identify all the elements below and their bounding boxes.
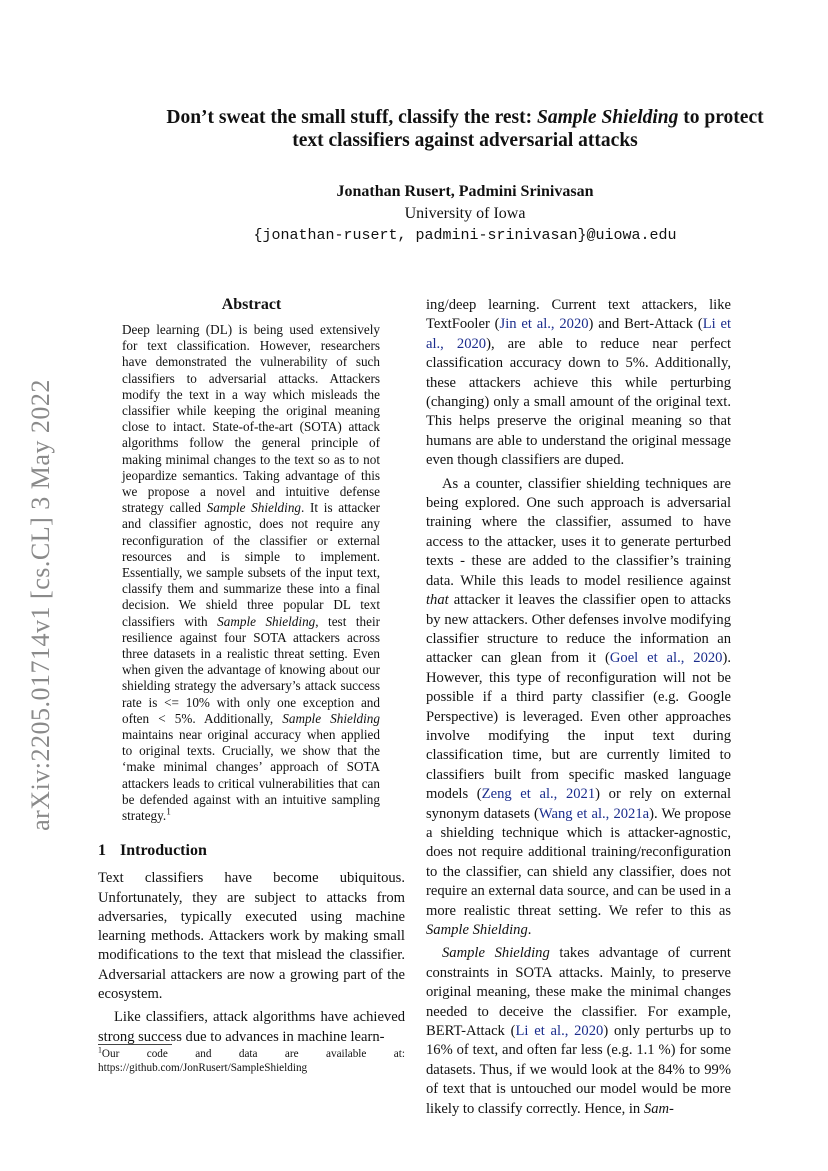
intro-paragraph-2: Like classifiers, attack algorithms have achieved strong success due to advances in machine learn- (98, 1009, 405, 1045)
right-paragraph-1: ing/deep learning. Current text attackers, like TextFooler (Jin et al., 2020) and Bert-Attack (Li et al., 2020), are able to reduce near perfect classification accuracy down to 5%. Additionally, these attackers achieve this while perturbing (changing) only a small amount of the original text. This helps preserve the original meaning so that humans are able to understand the original message even though classifiers are duped. (426, 297, 732, 469)
arxiv-sidebar (20, 365, 62, 845)
intro-paragraph-1: Text classifiers have become ubiquitous. Unfortunately, they are subject to attacks from adversaries, typically executed using machine learning methods. Attackers work by making small modifications to the text that mislead the classifier. Adversarial attackers are now a growing part of the ecosystem. (98, 870, 405, 1003)
footnote-marker[interactable]: 1 (166, 806, 171, 817)
citation-link[interactable]: Jin et al., 2020 (499, 316, 589, 333)
author-email: {jonathan-rusert, padmini-srinivasan}@uiowa.edu (253, 227, 677, 244)
citation-link[interactable]: Wang et al., 2021a (538, 805, 650, 822)
author-names: Jonathan Rusert, Padmini Srinivasan (336, 183, 594, 200)
section-heading-introduction: 1 Introduction (98, 842, 207, 860)
footnote: $^1$Our code and data are available at: https://github.com/JonRusert/SampleShielding (98, 1045, 405, 1074)
citation-link[interactable]: Li et al., 2020 (426, 316, 732, 352)
citation-link[interactable]: Goel et al., 2020 (609, 650, 723, 667)
left-column (98, 296, 405, 1047)
right-paragraph-2: As a counter, classifier shielding techniques are being explored. One such approach is adversarial training where the classifier, assumed to have access to the attacker, uses it to generate perturbed texts - these are added to the classifier’s training data. While this leads to model resilience against that attacker it leaves the classifier open to attacks by new attackers. Other defenses involve modifying classifier structure to reduce the information an attacker can glean from it (Goel et al., 2020). However, this type of reconfiguration will not be possible if a third party classifier (e.g. Google Perspective) is leveraged. Even other approaches involve modifying the input text during classification time, but are currently limited to classifiers built from specific masked language models (Zeng et al., 2021) or rely on external synonym datasets (Wang et al., 2021a). We propose a shielding technique which is attacker-agnostic, does not require additional training/reconfiguration to the classifier, can shield any classifier, does not require an external data source, and can be used in a more realistic threat setting. We refer to this as Sample Shielding. (426, 475, 732, 938)
abstract-text: Deep learning (DL) is being used extensively for text classification. However, researchers have demonstrated the vulnerability of such classifiers to adversarial attacks. Attackers modify the text in a way which misleads the classifier while keeping the original meaning close to intact. State-of-the-art (SOTA) attack algorithms follow the general principle of making minimal changes to the text so as to not jeopardize semantics. Taking advantage of this we propose a novel and intuitive defense strategy called Sample Shielding. It is attacker and classifier agnostic, does not require any reconfiguration of the classifier or external resources and is simple to implement. Essentially, we sample subsets of the input text, classify them and summarize these into a final decision. We shield three popular DL text classifiers with Sample Shielding, test their resilience against four SOTA attackers across three datasets in a realistic threat setting. Even when given the advantage of knowing about our shielding strategy the adversary’s attack success rate is <= 10% with only one exception and often < 5%. Additionally, Sample Shielding maintains near original accuracy when applied to original texts. Crucially, we show that the ‘make minimal changes’ approach of SOTA attackers leads to critical vulnerabilities that can be defended against with an intuitive sampling strategy.$^1$ (122, 322, 381, 824)
right-paragraph-3: Sample Shielding takes advantage of current constraints in SOTA attacks. Mainly, to preserve original meaning, these make the minimal changes needed to deceive the classifier. For example, BERT-Attack (Li et al., 2020) only perturbs up to 16% of text, and often far less (e.g. 1.1 %) for some datasets. Thus, if we would look at the 84% to 99% of text that is untouched our model would be more likely to classify correctly. Hence, in Sam- (426, 945, 731, 1117)
author-block (90, 181, 828, 247)
footnote-text[interactable]: Our code and data are available at: https://github.com/JonRusert/SampleShielding (98, 1048, 405, 1074)
paper-title (90, 106, 828, 152)
abstract-heading: Abstract (221, 296, 282, 313)
affiliation: University of Iowa (404, 205, 526, 222)
citation-link[interactable]: Zeng et al., 2021 (481, 786, 596, 803)
footnote-divider (98, 1044, 172, 1045)
citation-link[interactable]: Li et al., 2020 (515, 1023, 604, 1040)
title-line-2: text classifiers against adversarial attacks (292, 130, 638, 151)
title-line-1: Don’t sweat the small stuff, classify the rest: Sample Shielding to protect (166, 107, 764, 128)
arxiv-id: arXiv:2205.01714v1 [cs.CL] 3 May 2022 (26, 379, 55, 831)
right-column (426, 296, 731, 1119)
